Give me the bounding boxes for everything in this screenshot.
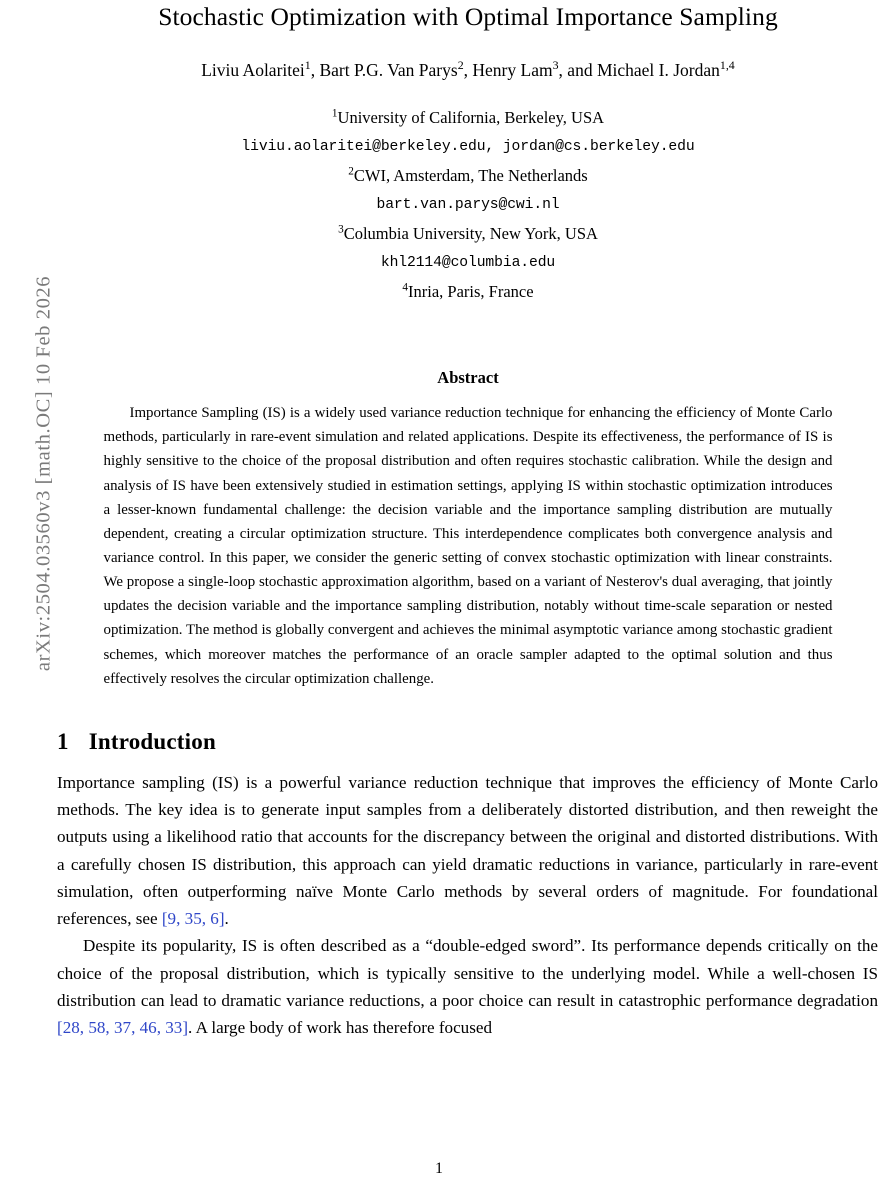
abstract-text: Importance Sampling (IS) is a widely used variance reduction technique for enhancing the efficiency of Monte Carlo methods, particularly in rare-event simulation and related applications. Despite its effectiveness, the performance of IS is highly sensitive to the choice of the proposal distribution and often requires stochastic calibration. While the design and analysis of IS have been extensively studied in estimation settings, applying IS within stochastic optimization introduces a lesser-known fundamental challenge: the decision variable and the importance sampling distribution are mutually dependent, creating a circular optimization structure. This interdependence complicates both convergence analysis and variance control. In this paper, we consider the generic setting of convex stochastic optimization with linear constraints. We propose a single-loop stochastic approximation algorithm, based on a variant of Nesterov's dual averaging, that jointly updates the decision variable and the importance sampling distribution, notably without time-scale separation or nested optimization. The method is globally convergent and achieves the minimal asymptotic variance among stochastic gradient schemes, which moreover matches the performance of an oracle sampler adapted to the optimal solution and thus effectively resolves the circular optimization challenge. <box>103 405 833 687</box>
author-list: Liviu Aolaritei$^1$, Bart P.G. Van Parys$^2$, Henry Lam$^3$, and Michael I. Jordan$^{1,4}$ <box>201 57 735 80</box>
paper-content <box>57 0 878 1041</box>
page-title: Stochastic Optimization with Optimal Importance Sampling <box>158 2 778 31</box>
page-number: 1 <box>435 1160 443 1177</box>
affiliation-line: $^3$Columbia University, New York, USA <box>338 223 598 244</box>
affiliation-block <box>57 103 878 308</box>
citation-link[interactable]: [28, 58, 37, 46, 33] <box>57 1018 189 1038</box>
abstract-heading: Abstract <box>437 368 499 388</box>
paragraph-1: Importance sampling (IS) is a powerful variance reduction technique that improves the efficiency of Monte Carlo methods. The key idea is to generate input samples from a deliberately distorted distribution, and then reweight the outputs using a likelihood ratio that accounts for the discrepancy between the original and distorted distributions. With a carefully chosen IS distribution, this approach can yield dramatic reductions in variance, particularly in rare-event simulation, often outperforming naïve Monte Carlo methods by several orders of magnitude. For foundational references, see [9, 35, 6]. <box>57 772 878 929</box>
section-number: 1 <box>57 728 69 754</box>
affiliation-email: khl2114@columbia.edu <box>380 255 556 272</box>
affiliation-line: $^4$Inria, Paris, France <box>402 281 534 302</box>
introduction-body <box>57 769 878 1042</box>
affiliation-line: $^2$CWI, Amsterdam, The Netherlands <box>348 165 588 186</box>
affiliation-line: $^1$University of California, Berkeley, USA <box>331 107 605 128</box>
affiliation-email: liviu.aolaritei@berkeley.edu, jordan@cs.berkeley.edu <box>241 139 695 156</box>
arxiv-stamp: arXiv:2504.03560v3 [math.OC] 10 Feb 2026 <box>32 275 55 672</box>
citation-link[interactable]: [9, 35, 6] <box>161 909 225 929</box>
section-heading <box>57 729 878 755</box>
affiliation-email: bart.van.parys@cwi.nl <box>376 197 560 214</box>
paragraph-2: Despite its popularity, IS is often described as a “double-edged sword”. Its performance depends critically on the choice of the proposal distribution, which is typically sensitive to the underlying model. While a well-chosen IS distribution can lead to dramatic variance reductions, a poor choice can result in catastrophic performance degradation [28, 58, 37, 46, 33]. A large body of work has therefore focused <box>57 936 878 1038</box>
section-title: Introduction <box>88 728 216 754</box>
